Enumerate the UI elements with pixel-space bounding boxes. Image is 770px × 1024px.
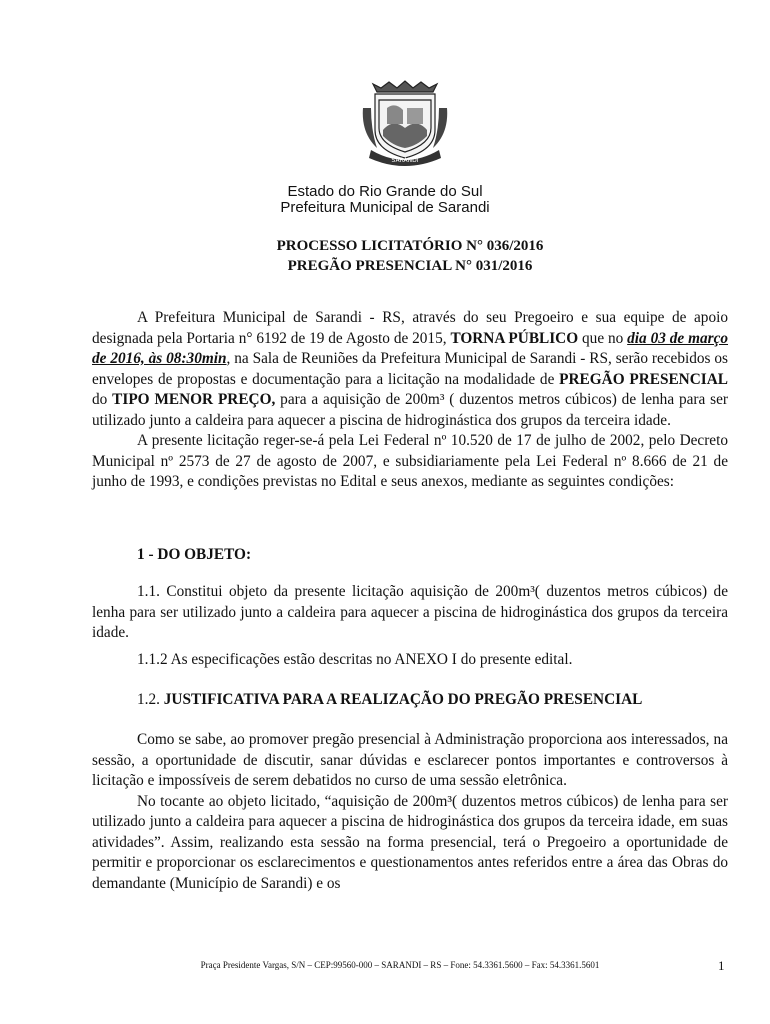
clause-1-1: 1.1. Constitui objeto da presente licitação aquisição de 200m³( duzentos metros cúbicos) de lenha para ser utilizado junto a caldeira para aquecer a piscina de hidroginástica dos grupos da terceira idade.: [92, 583, 728, 641]
justification-paragraph-2: No tocante ao objeto licitado, “aquisição de 200m³( duzentos metros cúbicos) de lenha para ser utilizado junto a caldeira para aquecer a piscina de hidroginástica dos grupos da terceira idade, em suas atividades”. Assim, realizando esta sessão na forma presencial, terá o Pregoeiro a oportunidade de permitir e proporcionar os esclarecimentos e questionamentos antes referidos entre a área das Obras do demandante (Município de Sarandi) e os: [92, 792, 728, 892]
process-title: PROCESSO LICITATÓRIO N° 036/2016: [276, 238, 544, 254]
header-prefecture: Prefeitura Municipal de Sarandi: [280, 199, 490, 216]
crest-banner: SARANDI: [391, 157, 419, 164]
intro-text-a: A Prefeitura Municipal de Sarandi - RS, através do seu Pregoeiro e sua equipe de apoio designada pela Portaria n° 6192 de 19 de Agosto de 2015,: [92, 309, 728, 347]
intro-section: [92, 308, 728, 493]
header-state: Estado do Rio Grande do Sul: [287, 183, 483, 200]
footer-address: Praça Presidente Vargas, S/N – CEP:99560-000 – SARANDI – RS – Fone: 54.3361.5600 – Fax: 54.3361.5601: [200, 960, 600, 970]
section-heading: 1 - DO OBJETO:: [137, 546, 252, 563]
clause-1-2-heading: [92, 690, 728, 711]
torna-publico: TORNA PÚBLICO: [450, 329, 579, 347]
type-name: TIPO MENOR PREÇO,: [112, 391, 276, 408]
clause-number: 1.2.: [137, 691, 164, 708]
pregao-title: PREGÃO PRESENCIAL N° 031/2016: [287, 258, 533, 274]
clause-1-2-block: [92, 690, 728, 711]
legal-basis-paragraph: A presente licitação reger-se-á pela Lei Federal nº 10.520 de 17 de julho de 2002, pelo Decreto Municipal nº 2573 de 27 de agosto de 2007, e subsidiariamente pela Lei Federal nº 8.666 de 21 de junho de 1993, e condições previstas no Edital e seus anexos, mediante as seguintes condições:: [92, 432, 728, 490]
intro-text-b: que no: [578, 329, 628, 347]
clause-1-1-2-block: [92, 650, 728, 671]
object-section: [92, 582, 728, 644]
municipal-coat-of-arms: [357, 78, 453, 168]
clause-title: JUSTIFICATIVA PARA A REALIZAÇÃO DO PREGÃO PRESENCIAL: [163, 691, 643, 708]
clause-1-1-2: 1.1.2 As especificações estão descritas no ANEXO I do presente edital.: [137, 651, 573, 668]
intro-text-d: do: [92, 391, 113, 408]
intro-paragraph: [92, 308, 728, 431]
page-number: 1: [718, 958, 725, 973]
justification-section: [92, 730, 728, 894]
intro-text-c: , na Sala de Reuniões da Prefeitura Municipal de Sarandi - RS, serão recebidos os envelopes de propostas e documentação para a licitação na modalidade de: [92, 350, 729, 388]
modality-name: PREGÃO PRESENCIAL: [559, 370, 728, 388]
section-1-heading: [92, 545, 728, 566]
justification-paragraph-1: Como se sabe, ao promover pregão presencial à Administração proporciona aos interessados, na sessão, a oportunidade de discutir, sanar dúvidas e esclarecer pontos importantes e controversos à licitação e impossíveis de serem debatidos no curso de uma sessão eletrônica.: [92, 731, 728, 789]
session-date: dia 03 de março de 2016, às 08:30min: [92, 329, 729, 367]
intro-text-e: para a aquisição de 200m³ ( duzentos metros cúbicos) de lenha para ser utilizado junto a caldeira para aquecer a piscina de hidroginástica dos grupos da terceira idade.: [92, 391, 729, 429]
